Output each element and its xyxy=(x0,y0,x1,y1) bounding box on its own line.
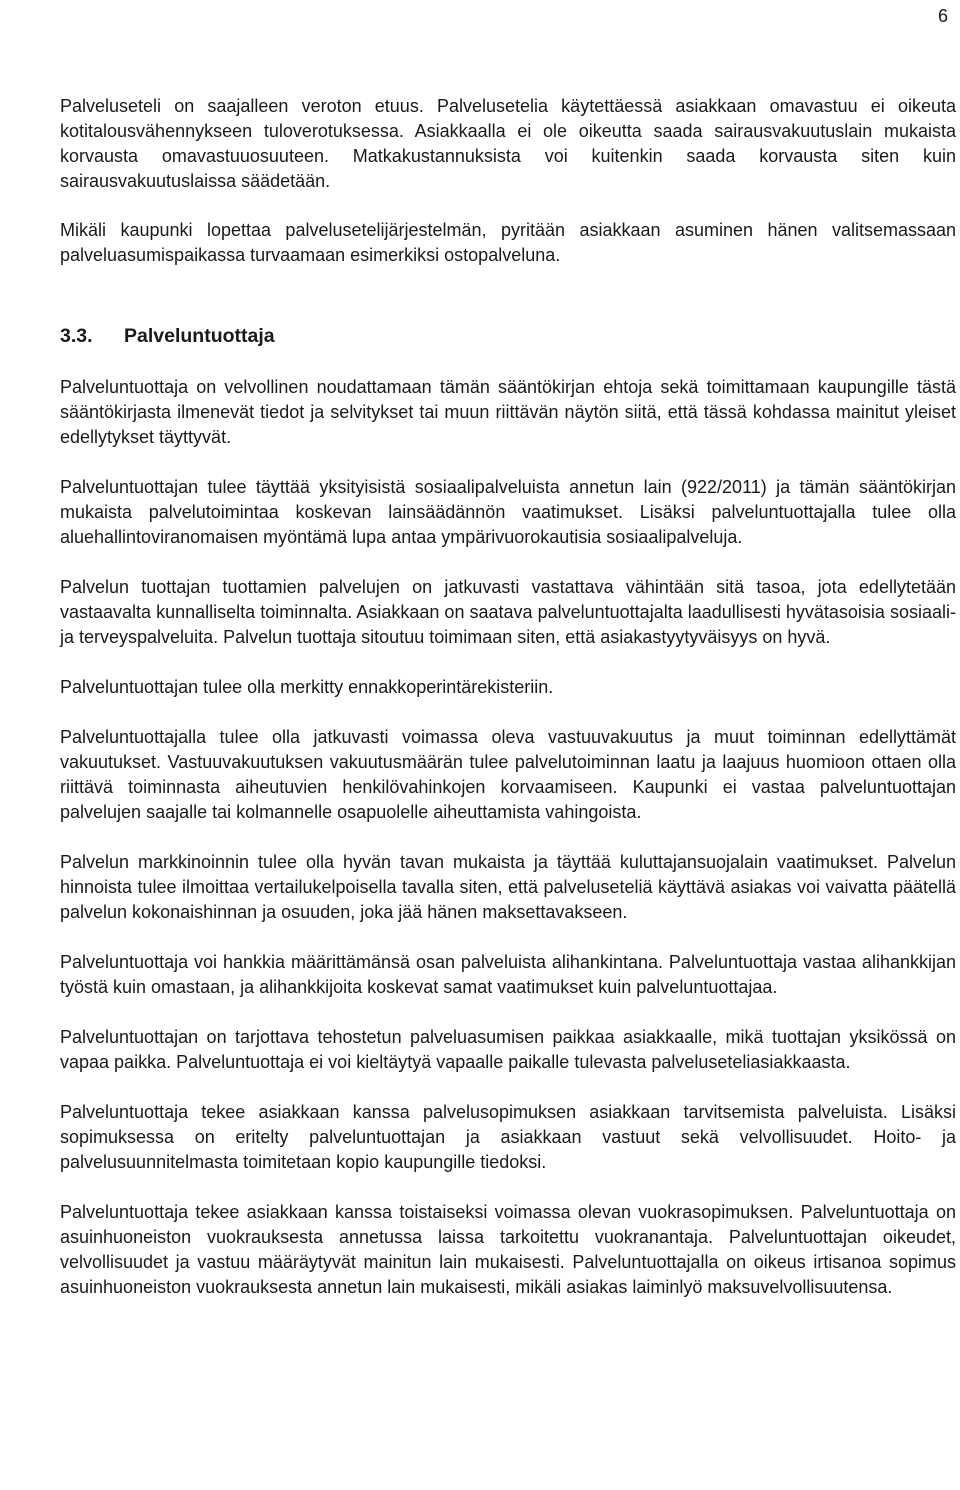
section-heading xyxy=(60,325,275,348)
paragraph: Palveluntuottaja on velvollinen noudattamaan tämän sääntökirjan ehtoja sekä toimittamaan kaupungille tästä sääntökirjasta ilmenevät tiedot ja selvitykset tai muun riittävän näytön siitä, että tässä kohdassa mainitut yleiset edellytykset täyttyvät. xyxy=(60,377,956,447)
paragraph: Palveluntuottaja tekee asiakkaan kanssa toistaiseksi voimassa olevan vuokrasopimuksen. Palveluntuottaja on asuinhuoneiston vuokrauksesta annetussa laissa tarkoitettu vuokranantaja. Palveluntuottajan oikeudet, velvollisuudet ja vastuu määräytyvät mainitun lain mukaisesti. Palveluntuottajalla on oikeus irtisanoa sopimus asuinhuoneiston vuokrauksesta annetun lain mukaisesti, mikäli asiakas laiminlyö maksuvelvollisuutensa. xyxy=(60,1202,956,1297)
section-body xyxy=(60,375,956,1325)
paragraph: Palveluntuottaja voi hankkia määrittämänsä osan palveluista alihankintana. Palveluntuottaja vastaa alihankkijan työstä kuin omastaan, ja alihankkijoita koskevat samat vaatimukset kuin palveluntuottajaa. xyxy=(60,952,956,997)
paragraph: Palveluntuottaja tekee asiakkaan kanssa palvelusopimuksen asiakkaan tarvitsemista palveluista. Lisäksi sopimuksessa on eritelty palveluntuottajan ja asiakkaan vastuut sekä velvollisuudet. Hoito- ja palvelusuunnitelmasta toimitetaan kopio kaupungille tiedoksi. xyxy=(60,1102,956,1172)
section-title: Palveluntuottaja xyxy=(124,325,275,347)
paragraph: Palveluntuottajan tulee olla merkitty ennakkoperintärekisteriin. xyxy=(60,677,554,697)
section-number: 3.3. xyxy=(60,325,93,347)
paragraph-intro-2: Mikäli kaupunki lopettaa palvelusetelijärjestelmän, pyritään asiakkaan asuminen hänen valitsemassaan palveluasumispaikassa turvaamaan esimerkiksi ostopalveluna. xyxy=(60,220,956,265)
intro-text xyxy=(60,94,956,268)
paragraph: Palvelun tuottajan tuottamien palvelujen on jatkuvasti vastattava vähintään sitä tasoa, jota edellytetään vastaavalta kunnalliselta toiminnalta. Asiakkaan on saatava palveluntuottajalta laadullisesti hyvätasoisia sosiaali- ja terveyspalveluita. Palvelun tuottaja sitoutuu toimimaan siten, että asiakastyytyväisyys on hyvä. xyxy=(60,577,956,647)
paragraph: Palvelun markkinoinnin tulee olla hyvän tavan mukaista ja täyttää kuluttajansuojalain vaatimukset. Palvelun hinnoista tulee ilmoittaa vertailukelpoisella tavalla siten, että palveluseteliä käyttävä asiakas voi vaivatta päätellä palvelun kokonaishinnan ja osuuden, joka jää hänen maksettavakseen. xyxy=(60,852,956,922)
page-number: 6 xyxy=(937,6,948,26)
paragraph: Palveluntuottajalla tulee olla jatkuvasti voimassa oleva vastuuvakuutus ja muut toiminnan edellyttämät vakuutukset. Vastuuvakuutuksen vakuutusmäärän tulee palvelutoiminnan laatu ja laajuus huomioon ottaen olla riittävä toiminnasta aiheutuvien henkilövahinkojen korvaamiseen. Kaupunki ei vastaa palveluntuottajan palvelujen saajalle tai kolmannelle osapuolelle aiheuttamista vahingoista. xyxy=(60,727,956,822)
paragraph-intro-1: Palveluseteli on saajalleen veroton etuus. Palvelusetelia käytettäessä asiakkaan omavastuu ei oikeuta kotitalousvähennykseen tuloverotuksessa. Asiakkaalla ei ole oikeutta saada sairausvakuutuslain mukaista korvausta omavastuuosuuteen. Matkakustannuksista voi kuitenkin saada korvausta siten kuin sairausvakuutuslaissa säädetään. xyxy=(60,96,956,191)
paragraph: Palveluntuottajan on tarjottava tehostetun palveluasumisen paikkaa asiakkaalle, mikä tuottajan yksikössä on vapaa paikka. Palveluntuottaja ei voi kieltäytyä vapaalle paikalle tulevasta palveluseteliasiakkaasta. xyxy=(60,1027,956,1072)
paragraph: Palveluntuottajan tulee täyttää yksityisistä sosiaalipalveluista annetun lain (922/2011) ja tämän sääntökirjan mukaista palvelutoimintaa koskevan lainsäädännön vaatimukset. Lisäksi palveluntuottajalla tulee olla aluehallintoviranomaisen myöntämä lupa antaa ympärivuorokautisia sosiaalipalveluja. xyxy=(60,477,956,547)
